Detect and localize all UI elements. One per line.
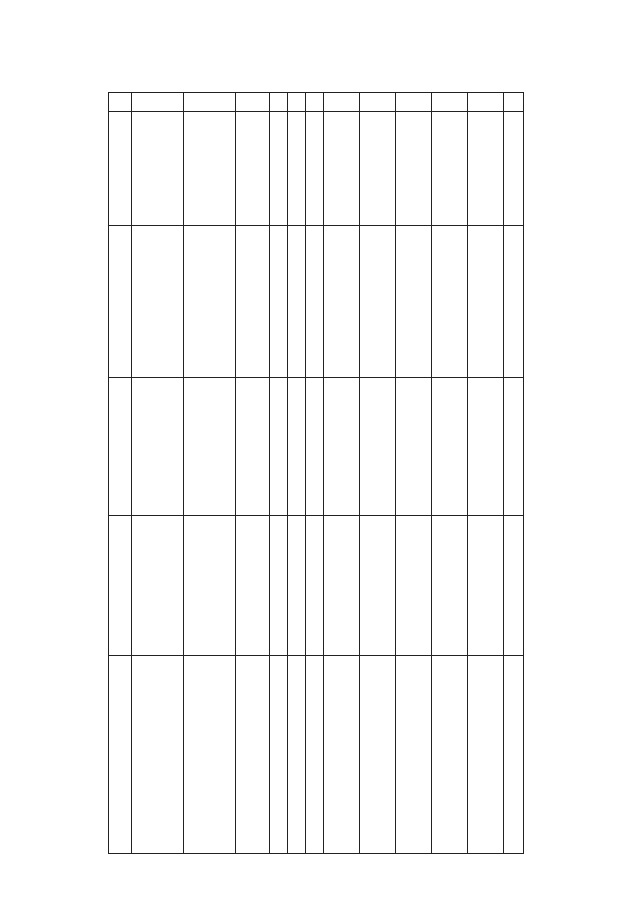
table-column-divider xyxy=(359,93,360,853)
table-column-divider xyxy=(287,93,288,853)
table-column-divider xyxy=(467,93,468,853)
table-column-divider xyxy=(305,93,306,853)
table-column-divider xyxy=(235,93,236,853)
table-row-divider xyxy=(109,515,523,516)
table-row-divider xyxy=(109,111,523,112)
table-row-divider xyxy=(109,225,523,226)
table-column-divider xyxy=(269,93,270,853)
table-column-divider xyxy=(503,93,504,853)
table-row-divider xyxy=(109,655,523,656)
table-column-divider xyxy=(431,93,432,853)
budget-table xyxy=(108,92,524,854)
table-row-divider xyxy=(109,377,523,378)
table-column-divider xyxy=(395,93,396,853)
table-column-divider xyxy=(323,93,324,853)
table-column-divider xyxy=(131,93,132,853)
table-column-divider xyxy=(183,93,184,853)
